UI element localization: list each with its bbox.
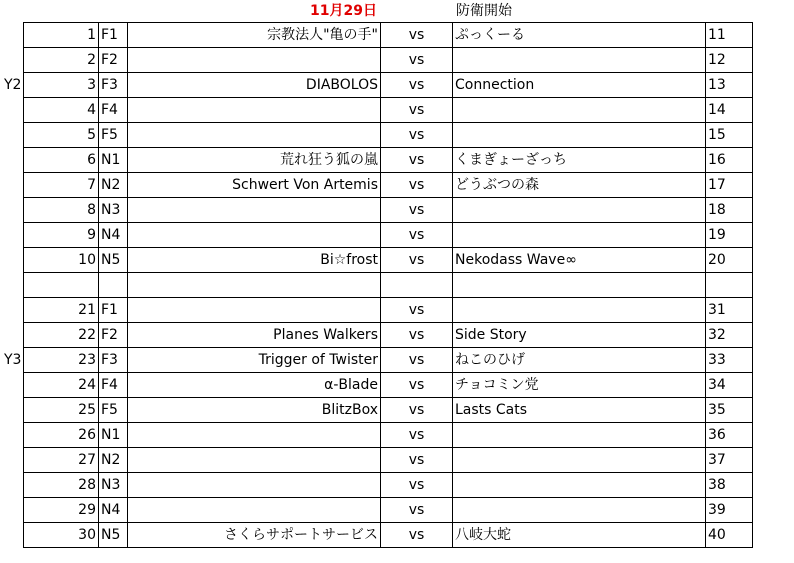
vs-label: vs [381, 523, 453, 548]
spacer-row [24, 273, 753, 298]
home-team [128, 298, 381, 323]
vs-label: vs [381, 223, 453, 248]
division-code: N3 [99, 198, 128, 223]
division-code: F3 [99, 73, 128, 98]
match-number: 22 [24, 323, 99, 348]
home-team [128, 98, 381, 123]
home-team [128, 198, 381, 223]
home-team [128, 498, 381, 523]
division-code: N5 [99, 523, 128, 548]
court-number: 40 [706, 523, 753, 548]
away-team [453, 448, 706, 473]
match-number: 29 [24, 498, 99, 523]
court-number: 11 [706, 23, 753, 48]
vs-label: vs [381, 473, 453, 498]
match-number: 5 [24, 123, 99, 148]
match-number: 28 [24, 473, 99, 498]
vs-label: vs [381, 348, 453, 373]
court-number: 34 [706, 373, 753, 398]
table-row [24, 448, 753, 473]
away-team [453, 473, 706, 498]
court-number: 20 [706, 248, 753, 273]
court-number: 14 [706, 98, 753, 123]
table-row [24, 123, 753, 148]
match-number: 2 [24, 48, 99, 73]
vs-label: vs [381, 373, 453, 398]
schedule-title: 防衛開始 [456, 3, 512, 19]
vs-label: vs [381, 498, 453, 523]
spacer-cell [99, 273, 128, 298]
spacer-cell [24, 273, 99, 298]
spacer-cell [128, 273, 381, 298]
division-code: N4 [99, 223, 128, 248]
match-number: 10 [24, 248, 99, 273]
vs-label: vs [381, 298, 453, 323]
match-number: 8 [24, 198, 99, 223]
division-code: F5 [99, 398, 128, 423]
away-team: Side Story [453, 323, 706, 348]
away-team: どうぶつの森 [453, 173, 706, 198]
division-code: N4 [99, 498, 128, 523]
vs-label: vs [381, 148, 453, 173]
table-row [24, 398, 753, 423]
division-code: F4 [99, 98, 128, 123]
table-row [24, 423, 753, 448]
home-team [128, 48, 381, 73]
table-row [24, 223, 753, 248]
home-team: さくらサポートサービス [128, 523, 381, 548]
table-row [24, 498, 753, 523]
division-code: F2 [99, 323, 128, 348]
home-team: α-Blade [128, 373, 381, 398]
court-number: 39 [706, 498, 753, 523]
match-number: 1 [24, 23, 99, 48]
match-number: 30 [24, 523, 99, 548]
home-team: 宗教法人"亀の手" [128, 23, 381, 48]
court-number: 12 [706, 48, 753, 73]
home-team: DIABOLOS [128, 73, 381, 98]
match-number: 6 [24, 148, 99, 173]
vs-label: vs [381, 173, 453, 198]
court-number: 35 [706, 398, 753, 423]
home-team [128, 448, 381, 473]
court-number: 31 [706, 298, 753, 323]
away-team [453, 423, 706, 448]
vs-label: vs [381, 448, 453, 473]
home-team: 荒れ狂う狐の嵐 [128, 148, 381, 173]
match-number: 27 [24, 448, 99, 473]
vs-label: vs [381, 98, 453, 123]
home-team [128, 423, 381, 448]
match-number: 25 [24, 398, 99, 423]
home-team [128, 123, 381, 148]
away-team: チョコミン党 [453, 373, 706, 398]
home-team: Bi☆frost [128, 248, 381, 273]
court-number: 15 [706, 123, 753, 148]
match-number: 23 [24, 348, 99, 373]
away-team [453, 98, 706, 123]
away-team [453, 198, 706, 223]
away-team [453, 48, 706, 73]
spacer-cell [706, 273, 753, 298]
table-row [24, 298, 753, 323]
court-number: 37 [706, 448, 753, 473]
court-number: 38 [706, 473, 753, 498]
away-team [453, 223, 706, 248]
court-number: 18 [706, 198, 753, 223]
match-number: 9 [24, 223, 99, 248]
division-code: N5 [99, 248, 128, 273]
home-team [128, 473, 381, 498]
vs-label: vs [381, 23, 453, 48]
away-team [453, 298, 706, 323]
table-row [24, 98, 753, 123]
schedule-table [23, 22, 753, 548]
group-label-y3: Y3 [4, 352, 22, 368]
division-code: F5 [99, 123, 128, 148]
vs-label: vs [381, 198, 453, 223]
vs-label: vs [381, 248, 453, 273]
table-row [24, 23, 753, 48]
court-number: 17 [706, 173, 753, 198]
table-row [24, 48, 753, 73]
away-team: Lasts Cats [453, 398, 706, 423]
table-row [24, 348, 753, 373]
group-label-y2: Y2 [4, 77, 22, 93]
home-team: Schwert Von Artemis [128, 173, 381, 198]
division-code: F2 [99, 48, 128, 73]
table-row [24, 173, 753, 198]
vs-label: vs [381, 398, 453, 423]
table-row [24, 148, 753, 173]
table-row [24, 248, 753, 273]
home-team: Trigger of Twister [128, 348, 381, 373]
match-number: 26 [24, 423, 99, 448]
match-number: 4 [24, 98, 99, 123]
away-team: Nekodass Wave∞ [453, 248, 706, 273]
division-code: N1 [99, 423, 128, 448]
court-number: 16 [706, 148, 753, 173]
away-team: ねこのひげ [453, 348, 706, 373]
spacer-cell [381, 273, 453, 298]
division-code: N3 [99, 473, 128, 498]
match-number: 7 [24, 173, 99, 198]
spacer-cell [453, 273, 706, 298]
division-code: N2 [99, 173, 128, 198]
vs-label: vs [381, 48, 453, 73]
division-code: F3 [99, 348, 128, 373]
away-team: ぷっくーる [453, 23, 706, 48]
match-number: 3 [24, 73, 99, 98]
away-team [453, 123, 706, 148]
home-team: BlitzBox [128, 398, 381, 423]
table-row [24, 373, 753, 398]
court-number: 13 [706, 73, 753, 98]
vs-label: vs [381, 323, 453, 348]
table-row [24, 198, 753, 223]
division-code: F4 [99, 373, 128, 398]
table-row [24, 473, 753, 498]
division-code: F1 [99, 23, 128, 48]
schedule-date: 11月29日 [310, 3, 377, 19]
division-code: N2 [99, 448, 128, 473]
home-team [128, 223, 381, 248]
court-number: 36 [706, 423, 753, 448]
court-number: 33 [706, 348, 753, 373]
vs-label: vs [381, 423, 453, 448]
match-number: 24 [24, 373, 99, 398]
court-number: 32 [706, 323, 753, 348]
court-number: 19 [706, 223, 753, 248]
away-team: Connection [453, 73, 706, 98]
vs-label: vs [381, 73, 453, 98]
away-team: 八岐大蛇 [453, 523, 706, 548]
table-row [24, 523, 753, 548]
vs-label: vs [381, 123, 453, 148]
away-team: くまぎょーざっち [453, 148, 706, 173]
home-team: Planes Walkers [128, 323, 381, 348]
away-team [453, 498, 706, 523]
division-code: N1 [99, 148, 128, 173]
division-code: F1 [99, 298, 128, 323]
table-row [24, 323, 753, 348]
match-number: 21 [24, 298, 99, 323]
table-row [24, 73, 753, 98]
